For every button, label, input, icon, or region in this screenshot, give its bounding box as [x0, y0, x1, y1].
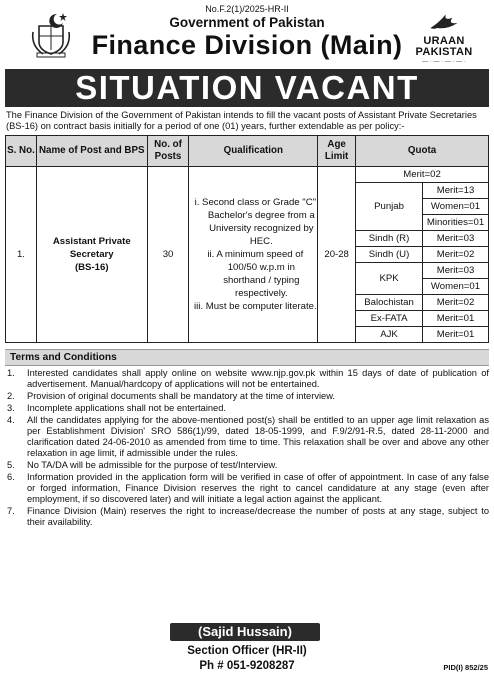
signatory-name: (Sajid Hussain) [170, 623, 320, 641]
situation-vacant-banner: SITUATION VACANT [5, 69, 489, 107]
logo-text-line2: PAKISTAN [415, 46, 473, 58]
qualification-item: ii. A minimum speed of 100/50 w.p.m in shorthand / typing respectively. [207, 249, 304, 299]
header-quota: Quota [356, 136, 489, 167]
header-posts: No. of Posts [147, 136, 189, 167]
contact-phone: Ph # 051-9208287 [199, 660, 295, 672]
list-item: 4. All the candidates applying for the above-mentioned post(s) shall be entitled to an upper age limit relaxation as per Establishment Division' SRO 586(1)/99, dated 18-05-1999, and F.9/2/91-R.5, dated 28-11-2000 and clarification dated 24-06-2010 as amended from time to time. This relaxation shall be over and above any other relaxation in age limit, if admissible under the rules. [7, 415, 489, 458]
vacancy-table [5, 135, 489, 343]
quota-sindh-u-merit: Merit=02 [423, 247, 489, 263]
quota-province-balochistan: Balochistan [356, 295, 423, 311]
header-sno: S. No. [6, 136, 37, 167]
quota-merit: Merit=02 [356, 167, 489, 183]
footer [0, 623, 494, 677]
quota-kpk-women: Women=01 [423, 279, 489, 295]
quota-punjab-minorities: Minorities=01 [423, 215, 489, 231]
table-header-row [6, 136, 489, 167]
quota-province-sindh-r: Sindh (R) [356, 231, 423, 247]
quota-province-exfata: Ex-FATA [356, 311, 423, 327]
post-line1: Assistant Private [52, 236, 131, 247]
cell-posts: 30 [147, 167, 189, 343]
post-line2: Secretary [69, 249, 114, 260]
logo-text-line1: URAAN [423, 35, 465, 47]
state-emblem-icon [27, 10, 75, 58]
quota-kpk-merit: Merit=03 [423, 263, 489, 279]
cell-qualification [189, 167, 318, 343]
quota-province-sindh-u: Sindh (U) [356, 247, 423, 263]
pid-number: PID(I) 852/25 [443, 663, 488, 672]
government-title: Government of Pakistan [169, 15, 325, 30]
list-item: 3. Incomplete applications shall not be entertained. [7, 403, 226, 413]
division-title: Finance Division (Main) [91, 30, 403, 60]
qualification-item: i. Second class or Grade "C" Bachelor's degree from a University recognized by HEC. [194, 197, 317, 247]
signatory-designation: Section Officer (HR-II) [187, 645, 307, 657]
list-item: 7. Finance Division (Main) reserves the right to increase/decrease the number of posts at any stage, subject to their availability. [7, 506, 489, 527]
terms-list [5, 368, 489, 528]
quota-ajk-merit: Merit=01 [423, 327, 489, 343]
header-age: Age Limit [318, 136, 356, 167]
qualification-item: iii. Must be computer literate. [194, 301, 317, 312]
quota-province-punjab: Punjab [356, 183, 423, 231]
cell-sno: 1. [6, 167, 37, 343]
list-item: 6. Information provided in the application form will be verified in case of offer of appointment. In case of any false or forged information, Finance Division reserves the right to cancel candidature at any stage (even after employment, if so discovered later) and will initiate a legal action against the applicant. [7, 472, 489, 504]
terms-heading: Terms and Conditions [5, 349, 489, 366]
quota-sindh-r-merit: Merit=03 [423, 231, 489, 247]
ref-number: No.F.2(1)/2025-HR-II [205, 4, 289, 14]
cell-age-limit: 20-28 [318, 167, 356, 343]
quota-exfata-merit: Merit=01 [423, 311, 489, 327]
uraan-logo [405, 10, 483, 68]
header-qualification: Qualification [189, 136, 318, 167]
cell-post-name [36, 167, 147, 343]
quota-punjab-women: Women=01 [423, 199, 489, 215]
header-post: Name of Post and BPS [36, 136, 147, 167]
quota-punjab-merit: Merit=13 [423, 183, 489, 199]
intro-paragraph: The Finance Division of the Government of Pakistan intends to fill the vacant posts of Assistant Private Secretaries (BS-16) on contract basis initially for a period of one (01) years, further extendable as per policy:- [6, 110, 477, 131]
logo-urdu-tagline: — · — · — · — · [422, 59, 466, 65]
table-row [6, 167, 489, 183]
quota-balochistan-merit: Merit=02 [423, 295, 489, 311]
quota-province-kpk: KPK [356, 263, 423, 295]
header [5, 4, 489, 66]
quota-province-ajk: AJK [356, 327, 423, 343]
post-line3: (BS-16) [74, 262, 109, 273]
list-item: 2. Provision of original documents shall be mandatory at the time of interview. [7, 391, 335, 401]
list-item: 1. Interested candidates shall apply online on website www.njp.gov.pk within 15 days of date of publication of advertisement. Manual/hardcopy of applications will not be entertained. [7, 368, 489, 389]
uraan-pakistan-bird-icon [427, 10, 461, 34]
list-item: 5. No TA/DA will be admissible for the purpose of test/Interview. [7, 460, 278, 470]
